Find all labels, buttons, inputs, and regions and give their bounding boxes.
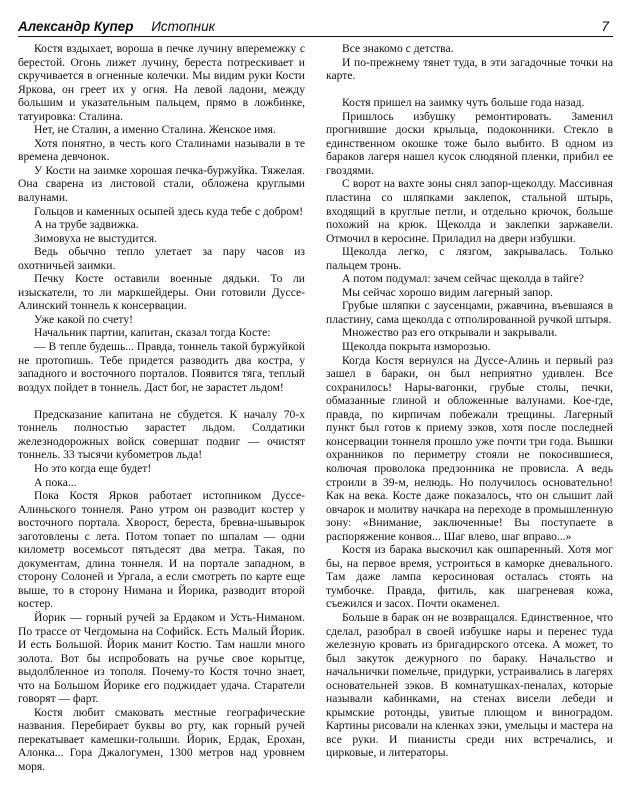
header-rule [18,36,613,37]
running-header [18,14,613,34]
paragraph: Печку Косте оставили военные дядьки. То ли изыскатели, то ли маркшейдеры. Они готовили Дуссе-Алинский тоннель к консервации. [18,272,305,313]
paragraph: Начальник партии, капитан, сказал тогда Косте: [34,326,271,340]
paragraph: А потом подумал: зачем сейчас щеколда в тайге? [342,272,584,286]
paragraph: Костя пришел на заимку чуть больше года назад. [342,96,585,110]
paragraph: Костя любит смаковать местные географические названия. Перебирает буквы во рту, как горный ручей перекатывает камешки-голыши. Йорик, Ердак, Ерохан, Алонка... Гора Джалогумен, 1300 метров над уровнем моря. [18,705,305,773]
header-title: Истопник [151,19,215,34]
paragraph: Множество раз его открывали и закрывали. [342,326,558,340]
paragraph: Больше в барак он не возвращался. Единственное, что сделал, разобрал в своей избушке нары и перенес туда железную кровать из бригадирского отсека. А может, то был закуток дежурного по бараку. Начальство и начальнички помельче, придурки, устраивались в лагерях основательней зэков. В комнатушках-пеналах, которые называли кабинками, на стенах висели лебеди и крымские ротонды, увитые плющом и виноградом. Картины рисовали на кленках зэки, умельцы и мастера на все руки. И пианисты среди них встречались, и цирковые, и литераторы. [326,610,613,760]
paragraph: Когда Костя вернулся на Дуссе-Алинь и первый раз зашел в бараки, он был неприятно удивлен. Все сохранилось! Нары-вагонки, грубые столы, печки, обмазанные глиной и обложенные валунами. Кое-где, правда, по кирпичам побежали трещины. Лагерный пункт был готов к приему зэков, хотя после последней консервации тоннеля прошло уже почти три года. Вышки охранников по периметру стояли не покосившиеся, колючая проволока предзонника не провисла. А ведь строили в 39-м, нелюдь. Но получилось основательно! Как на века. Косте даже показалось, что он слышит лай овчарок и молитву начкара на переходе в промышленную зону: «Внимание, заключенные! Вы поступаете в распоряжение конвоя... Шаг влево, шаг вправо...» [326,353,613,543]
paragraph: Нет, не Сталин, а именно Сталина. Женское имя. [34,123,276,137]
paragraph: У Кости на заимке хорошая печка-буржуйка. Тяжелая. Она сварена из листовой стали, обложена круглыми валунами. [18,163,305,205]
paragraph: Зимовуха не выстудится. [34,231,158,245]
paragraph: Костя из барака выскочил как ошпаренный. Хотя мог бы, на первое время, устроиться в каморке дневального. Там даже лампа керосиновая осталась стоять на тумбочке. Правда, фитиль, как шагреневая кожа, съежился и засох. Почти окаменел. [326,543,613,611]
header-author: Александр Купер [18,19,134,34]
paragraph: А на трубе задвижка. [34,218,139,232]
paragraph: Пришлось избушку ремонтировать. Заменил прогнившие доски крыльца, подоконники. Стекло в единственном окошке тоже было выбито. В одном из бараков лагеря нашел кусок слюдяной пленки, прибил ее гвоздями. [326,109,613,177]
paragraph: — В тепле будешь... Правда, тоннель такой буржуйкой не протопишь. Тебе придется разводить два костра, у западного и восточного порталов. Появится тяга, теплый воздух пойдет в тоннель. Даст бог, не зарастет льдом! [18,340,305,394]
paragraph: И по-прежнему тянет туда, в эти загадочные точки на карте. [326,55,613,83]
header-left [18,19,215,34]
paragraph: Гольцов и каменных осыпей здесь куда тебе с добром! [34,204,304,218]
paragraph: Предсказание капитана не сбудется. К началу 70-х тоннель полностью зарастет льдом. Солдатики железнодорожных войск совершат подвиг — очистят тоннель. 33 тысячи кубометров льда! [18,407,305,462]
left-column [18,42,305,774]
paragraph: С ворот на вахте зоны снял запор-щеколду. Массивная пластина со шляпками заклепок, стальной штырь, входящий в круглые петли, и отдельно крючок, больше похожий на крюк. Щеколда и заклепки заржавели. Отмочил в керосине. Приладил на двери избушки. [326,177,613,245]
paragraph: Грубые шляпки с заусенцами, ржавчина, въевшаяся в пластину, сама щеколда с отполированной ручкой штыря. [326,299,613,326]
paragraph: А пока... [34,475,77,489]
paragraph: Пока Костя Ярков работает истопником Дуссе-Алиньского тоннеля. Рано утром он разводит костер у восточного портала. Хворост, береста, бревна-шывырок заготовлены с лета. Потом топает по шпалам — одни километр восемьсот пятьдесят два метра. Такая, по документам, длина тоннеля. И на портале западном, в сторону Солоней и Ургала, а если смотреть по карте еще выше, то в сторону Нимана и Йорика, разводит второй костер. [18,489,305,611]
paragraph: Ведь обычно тепло улетает за пару часов из охотничьей заимки. [18,245,305,272]
text-columns [18,42,613,774]
paragraph: Все знакомо с детства. [342,42,454,55]
paragraph: Уже какой по счету! [34,312,133,326]
page-number: 7 [601,18,609,34]
paragraph: Костя вздыхает, вороша в печке лучину вперемежку с берестой. Огонь лижет лучину, береста потрескивает и скручивается в огненные колечки. Мы видим руки Кости Яркова, он греет их у огня. На левой ладони, между большим и указательным пальцем, прямо в ложбинке, татуировка: Сталина. [18,42,305,123]
paragraph: Щеколда покрыта изморозью. [342,340,491,354]
right-column [326,42,613,774]
paragraph: Хотя понятно, в честь кого Сталинами называли в те времена девчонок. [18,136,305,164]
paragraph: Щеколда легко, с лязгом, закрывалась. Только пальцем тронь. [326,245,613,272]
paragraph: Мы сейчас хорошо видим лагерный запор. [342,285,553,299]
paragraph: Йорик — горный ручей за Ердаком и Усть-Ниманом. По трассе от Чегдомына на Софийск. Есть Малый Йорик. И есть Большой. Йорик манит Костю. Там нашли много золота. Вот бы испробовать на ручье свое корытце, выдолбленное из тополя. Почему-то Костя точно знает, что на Большом Йорике его поджидает удача. Старатели говорят — фарт. [18,610,305,706]
paragraph: Но это когда еще будет! [34,461,152,475]
